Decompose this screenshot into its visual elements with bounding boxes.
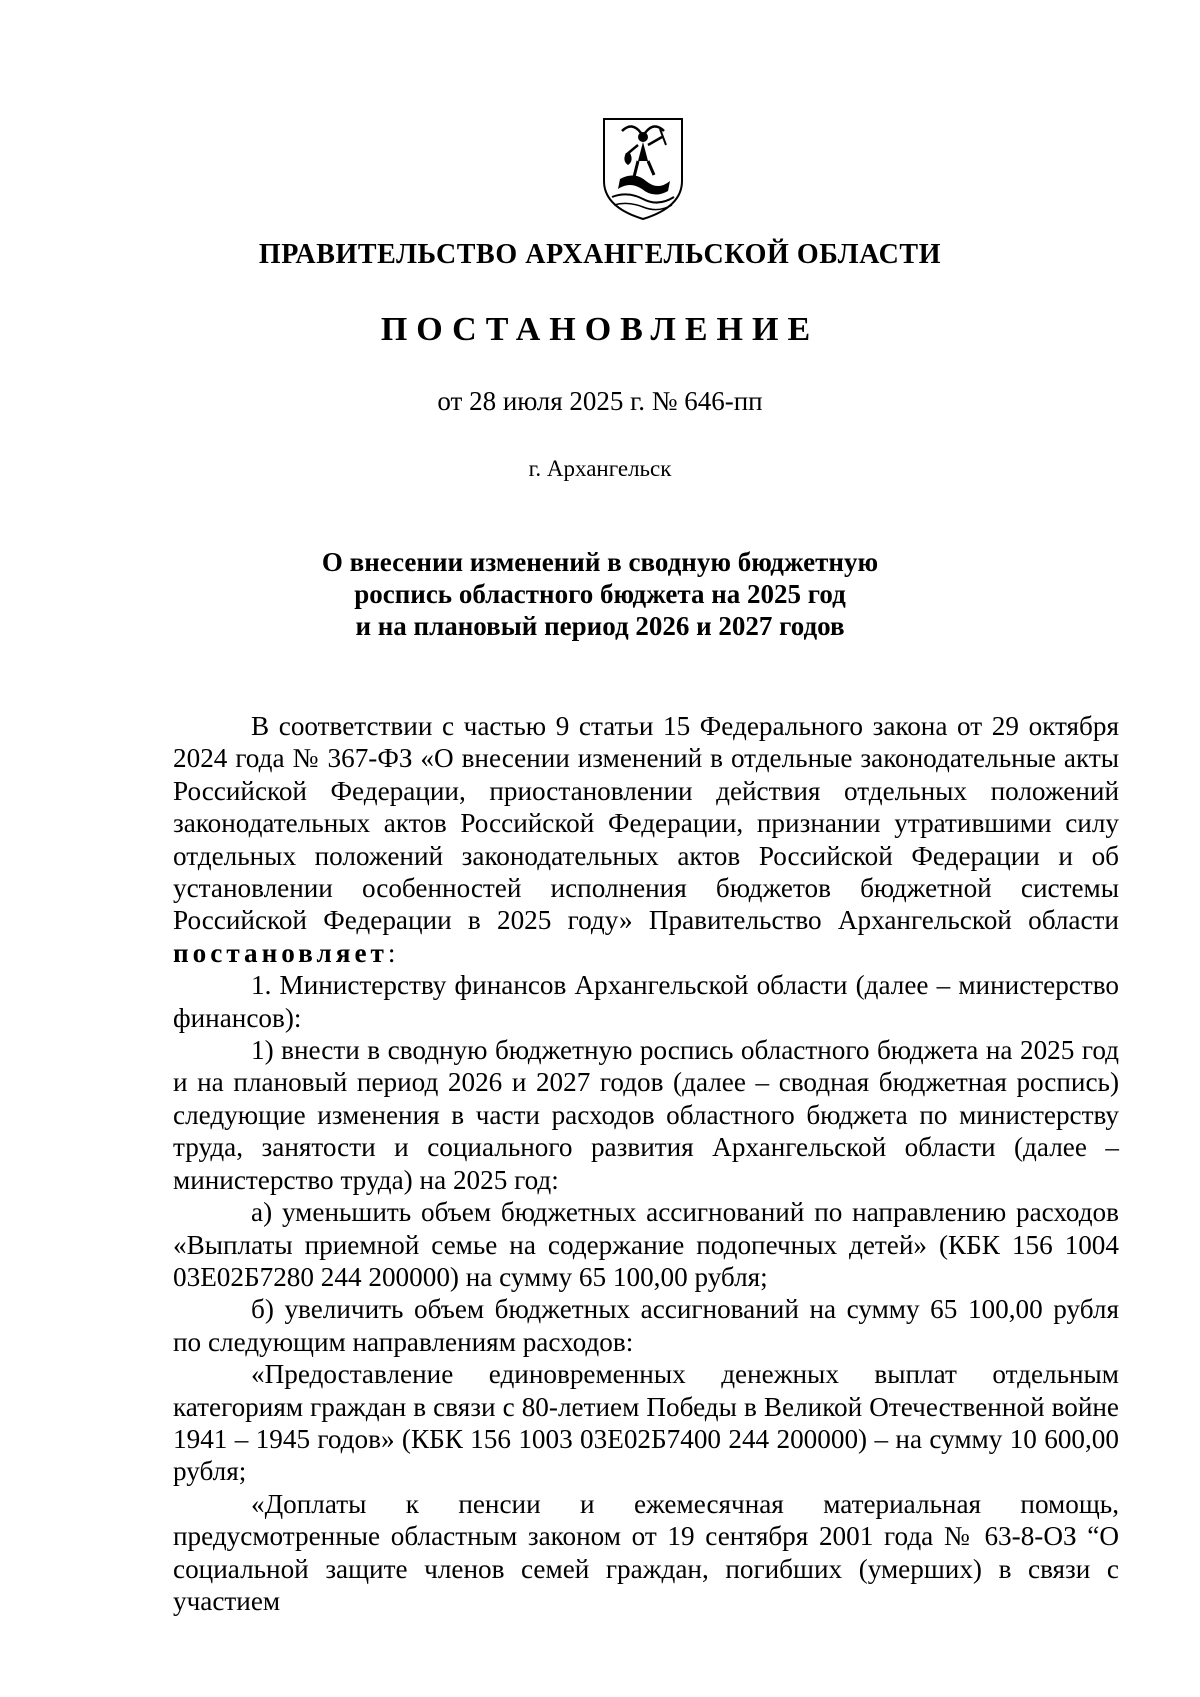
item-b1-paragraph: «Предоставление единовременных денежных выплат отдельным категориям граждан в связи с 80-летием Победы в Великой Отечественной войне 1941 – 1945 годов» (КБК 156 1003 03Е02Б7400 244 200000) – на сумму 10 600,00 рубля; — [173, 1359, 1119, 1487]
preamble-paragraph — [173, 710, 1119, 969]
document-city: г. Архангельск — [528, 456, 672, 481]
title-line: и на плановый период 2026 и 2027 годов — [355, 611, 845, 641]
item-b2-paragraph: «Доплаты к пенсии и ежемесячная материальная помощь, предусмотренные областным законом от 19 сентября 2001 года № 63-8-ОЗ “О социальной защите членов семей граждан, погибших (умерших) в связи с участием — [173, 1488, 1119, 1616]
item-b-paragraph: б) увеличить объем бюджетных ассигнований на сумму 65 100,00 рубля по следующим направлениям расходов: — [173, 1294, 1119, 1357]
document-type: ПОСТАНОВЛЕНИЕ — [380, 311, 820, 348]
item-1-1-paragraph: 1) внести в сводную бюджетную роспись областного бюджета на 2025 год и на плановый период 2026 и 2027 годов (далее – сводная бюджетная роспись) следующие изменения в части расходов областного бюджета по министерству труда, занятости и социального развития Архангельской области (далее – министерство труда) на 2025 год: — [173, 1035, 1119, 1195]
document-body — [173, 710, 1119, 1617]
preamble-text: В соответствии с частью 9 статьи 15 Федерального закона от 29 октября 2024 года № 367-ФЗ «О внесении изменений в отдельные законодательные акты Российской Федерации, приостановлении действия отдельных положений законодательных актов Российской Федерации, признании утратившими силу отдельных положений законодательных актов Российской Федерации и об установлении особенностей исполнения бюджетов бюджетной системы Российской Федерации в 2025 году» Правительство Архангельской области — [173, 711, 1119, 936]
resolves-word: постановляет — [173, 937, 388, 968]
document-date-number: от 28 июля 2025 г. № 646-пп — [437, 386, 763, 416]
government-name: ПРАВИТЕЛЬСТВО АРХАНГЕЛЬСКОЙ ОБЛАСТИ — [258, 239, 942, 270]
document-title — [0, 546, 1200, 642]
title-line: роспись областного бюджета на 2025 год — [354, 579, 846, 609]
item-a-paragraph: а) уменьшить объем бюджетных ассигнований по направлению расходов «Выплаты приемной семье на содержание подопечных детей» (КБК 156 1004 03Е02Б7280 244 200000) на сумму 65 100,00 рубля; — [173, 1197, 1119, 1292]
title-line: О внесении изменений в сводную бюджетную — [321, 547, 879, 577]
coat-of-arms-icon — [598, 115, 688, 223]
coat-of-arms-emblem — [598, 115, 688, 223]
item-1-paragraph: 1. Министерству финансов Архангельской области (далее – министерство финансов): — [173, 970, 1119, 1033]
resolves-colon: : — [387, 937, 396, 968]
